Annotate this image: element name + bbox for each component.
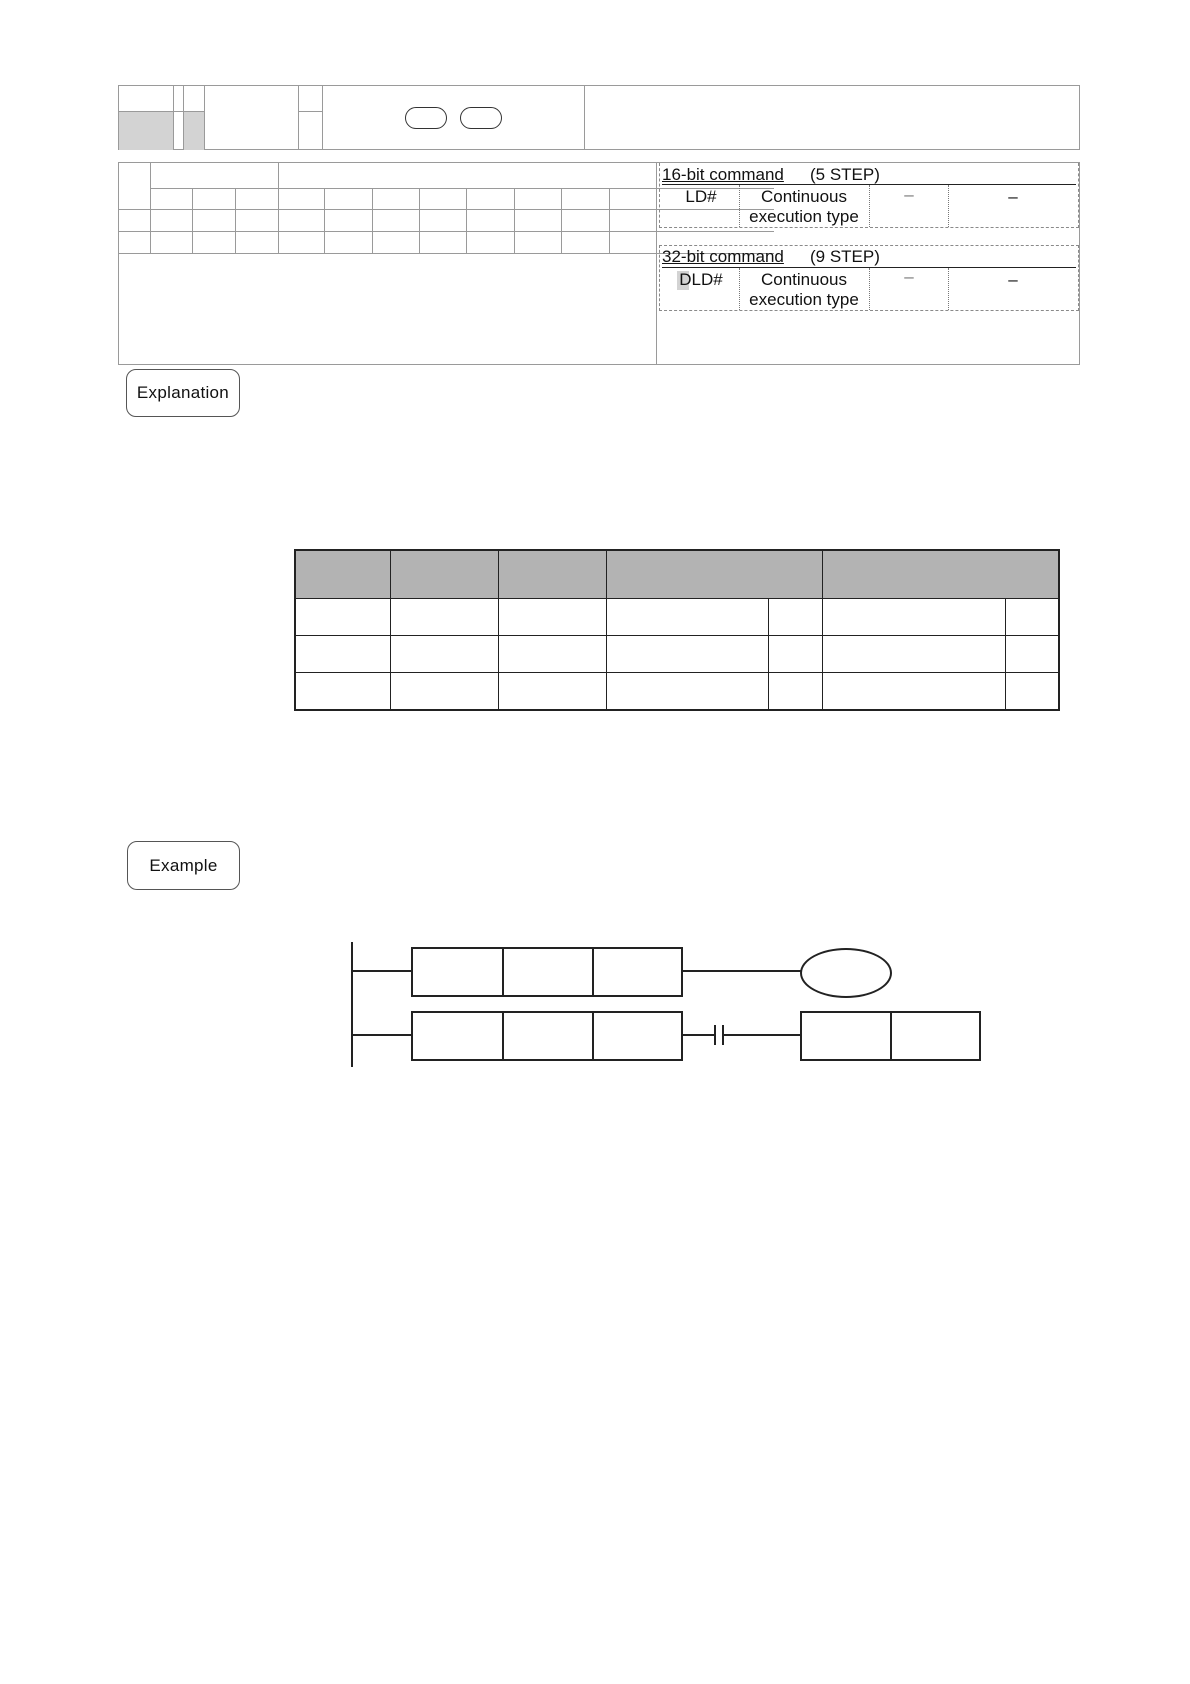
- table-header-cell: [823, 550, 1059, 599]
- table-cell: [769, 599, 823, 636]
- table-cell: [390, 636, 498, 673]
- command-16bit-flag: –: [1008, 187, 1018, 206]
- api-number-shade: [119, 112, 173, 150]
- command-16bit-type-line2: execution type: [749, 207, 859, 226]
- table-cell: [823, 599, 1006, 636]
- rung-1-wire: [352, 970, 412, 972]
- table-cell: [1006, 673, 1059, 711]
- table-cell: [498, 636, 606, 673]
- example-label: Example: [127, 841, 240, 890]
- command-32bit-type-line1: Continuous: [760, 270, 847, 289]
- explanation-table: [294, 549, 1060, 711]
- table-cell: [1006, 636, 1059, 673]
- table-row: [295, 636, 1059, 673]
- command-16bit-title: 16-bit command: [662, 165, 784, 184]
- command-16bit: [659, 163, 1079, 228]
- ladder-power-rail: [351, 942, 353, 1067]
- header-bar: [118, 85, 1080, 150]
- command-32bit-type-line2: execution type: [749, 290, 859, 309]
- table-cell: [823, 673, 1006, 711]
- table-cell: [295, 636, 390, 673]
- table-header-cell: [390, 550, 498, 599]
- table-cell: [390, 599, 498, 636]
- command-32bit-mnemonic: DLD#: [679, 270, 723, 289]
- table-cell: [607, 636, 769, 673]
- command-16bit-type-line1: Continuous: [760, 187, 847, 206]
- rung-2-wire: [352, 1034, 412, 1036]
- device-button-1: [405, 107, 447, 129]
- rung-2-wire-a: [683, 1034, 715, 1036]
- rung-2-output-box: [800, 1011, 981, 1061]
- table-cell: [295, 673, 390, 711]
- table-header-row: [295, 550, 1059, 599]
- command-32bit-pulse: –: [904, 267, 914, 286]
- command-16bit-steps: (5 STEP): [810, 165, 880, 184]
- table-cell: [769, 673, 823, 711]
- rung-2-instruction-box: [411, 1011, 683, 1061]
- table-cell: [607, 673, 769, 711]
- table-cell: [295, 599, 390, 636]
- rung-1-instruction-box: [411, 947, 683, 997]
- table-cell: [498, 599, 606, 636]
- table-cell: [1006, 599, 1059, 636]
- table-header-cell: [607, 550, 823, 599]
- table-header-cell: [295, 550, 390, 599]
- command-32bit: [659, 245, 1079, 311]
- table-cell: [769, 636, 823, 673]
- rung-2-wire-b: [723, 1034, 801, 1036]
- command-16bit-mnemonic: LD#: [685, 187, 717, 206]
- table-cell: [390, 673, 498, 711]
- rung-1-output-wire: [683, 970, 801, 972]
- operand-block: [118, 162, 1080, 365]
- table-header-cell: [498, 550, 606, 599]
- table-row: [295, 673, 1059, 711]
- command-32bit-steps: (9 STEP): [810, 247, 880, 266]
- device-button-2: [460, 107, 502, 129]
- table-cell: [498, 673, 606, 711]
- command-32bit-flag: –: [1008, 270, 1018, 289]
- operand-shade: [184, 112, 204, 150]
- table-cell: [823, 636, 1006, 673]
- table-row: [295, 599, 1059, 636]
- explanation-label: Explanation: [126, 369, 240, 417]
- table-cell: [607, 599, 769, 636]
- command-32bit-title: 32-bit command: [662, 247, 784, 266]
- command-16bit-pulse: –: [904, 185, 914, 204]
- output-coil: [800, 948, 892, 998]
- contact-left-bar: [714, 1025, 716, 1045]
